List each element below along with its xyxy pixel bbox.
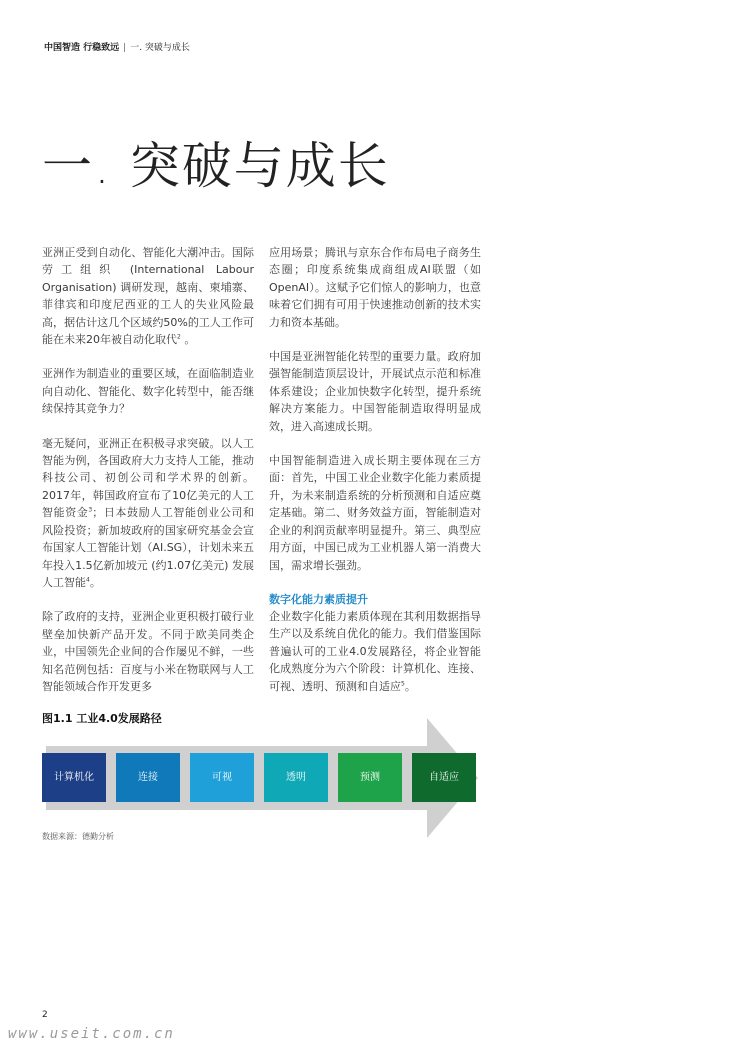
stage-visibility	[190, 753, 254, 802]
figure-source: 数据来源：德勤分析	[42, 832, 114, 841]
stage-computerization	[42, 753, 106, 802]
paragraph-end: 。	[89, 575, 101, 589]
subheading: 数字化能力素质提升	[269, 592, 368, 606]
stage-label: 预测	[360, 772, 380, 783]
stage-label: 自适应	[429, 772, 459, 783]
stage-label: 可视	[212, 772, 232, 783]
paragraph-end: 。	[404, 679, 416, 693]
paragraph-text: ；日本鼓励人工智能创业公司和风险投资；新加坡政府的国家研究基金会宣布国家人工智能计划（AI.SG），计划未来五年投入1.5亿新加坡元 (约1.07亿美元) 发展人工智能	[42, 506, 255, 589]
paragraph	[42, 244, 254, 348]
header-section: 一. 突破与成长	[130, 43, 190, 53]
paragraph-text: 亚洲正受到自动化、智能化大潮冲击。国际劳工组织 (International Labour Organisation) 调研发现，越南、柬埔寨、菲律宾和印度尼西亚的工人的失业风险最高，据估计这几个区域约50%的工人工作可能在未来20年被自动化取代	[42, 246, 254, 347]
footnote-ref: 4	[86, 576, 90, 584]
paragraph: 应用场景；腾讯与京东合作布局电子商务生态圈；印度系统集成商组成AI联盟（如OpenAI）。这赋予它们惊人的影响力，也意味着它们拥有可用于快速推动创新的技术实力和资本基础。	[269, 246, 481, 329]
stage-prediction	[338, 753, 402, 802]
paragraph	[269, 608, 481, 695]
running-header	[44, 40, 190, 53]
paragraph-text: 企业数字化能力素质体现在其利用数据指导生产以及系统自优化的能力。我们借鉴国际普遍认可的工业4.0发展路径，将企业智能化成熟度分为六个阶段：计算机化、连接、可视、透明、预测和自适应	[269, 609, 481, 693]
stage-adaptability	[412, 753, 476, 802]
footnote-ref: 5	[401, 679, 405, 687]
page-number: 2	[42, 1010, 48, 1020]
footnote-ref: 3	[88, 506, 93, 514]
roadmap-diagram	[42, 716, 482, 842]
stage-transparency	[264, 753, 328, 802]
paragraph	[42, 435, 254, 592]
paragraph-text: 毫无疑问，亚洲正在积极寻求突破。以人工智能为例，各国政府大力支持人工能，推动科技公司、初创公司和学术界的创新。2017年，韩国政府宣布了10亿美元的人工智能资金	[42, 436, 254, 520]
header-brand: 中国智造 行稳致远	[44, 43, 120, 53]
paragraph: 除了政府的支持，亚洲企业更积极打破行业壁垒加快新产品开发。不同于欧美同类企业，中国领先企业间的合作屡见不鲜，一些知名范例包括：百度与小米在物联网与人工智能领域合作开发更多	[42, 610, 254, 693]
chapter-title: 一. 突破与成长	[42, 137, 390, 195]
footnote-ref: 2	[177, 333, 181, 341]
left-column	[42, 244, 254, 712]
stage-connectivity	[116, 753, 180, 802]
stage-label: 连接	[138, 772, 158, 783]
paragraph-end: 。	[180, 333, 196, 347]
paragraph: 中国是亚洲智能化转型的重要力量。政府加强智能制造顶层设计，开展试点示范和标准体系建设；企业加快数字化转型，提升系统解决方案能力。中国智能制造取得明显成效，进入高速成长期。	[269, 350, 481, 433]
stage-label: 透明	[286, 772, 306, 783]
paragraph: 亚洲作为制造业的重要区域，在面临制造业向自动化、智能化、数字化转型中，能否继续保持其竞争力？	[42, 367, 254, 416]
right-column	[269, 244, 481, 712]
figure-title: 图1.1 工业4.0发展路径	[42, 712, 162, 725]
header-separator: |	[123, 43, 127, 53]
watermark: www.useit.com.cn	[8, 1026, 175, 1042]
stage-label: 计算机化	[54, 772, 94, 783]
paragraph: 中国智能制造进入成长期主要体现在三方面：首先，中国工业企业数字化能力素质提升，为未来制造系统的分析预测和自适应奠定基础。第二、财务效益方面，智能制造对企业的利润贡献率明显提升。第三、典型应用方面，中国已成为工业机器人第一消费大国，需求增长强劲。	[269, 454, 481, 572]
